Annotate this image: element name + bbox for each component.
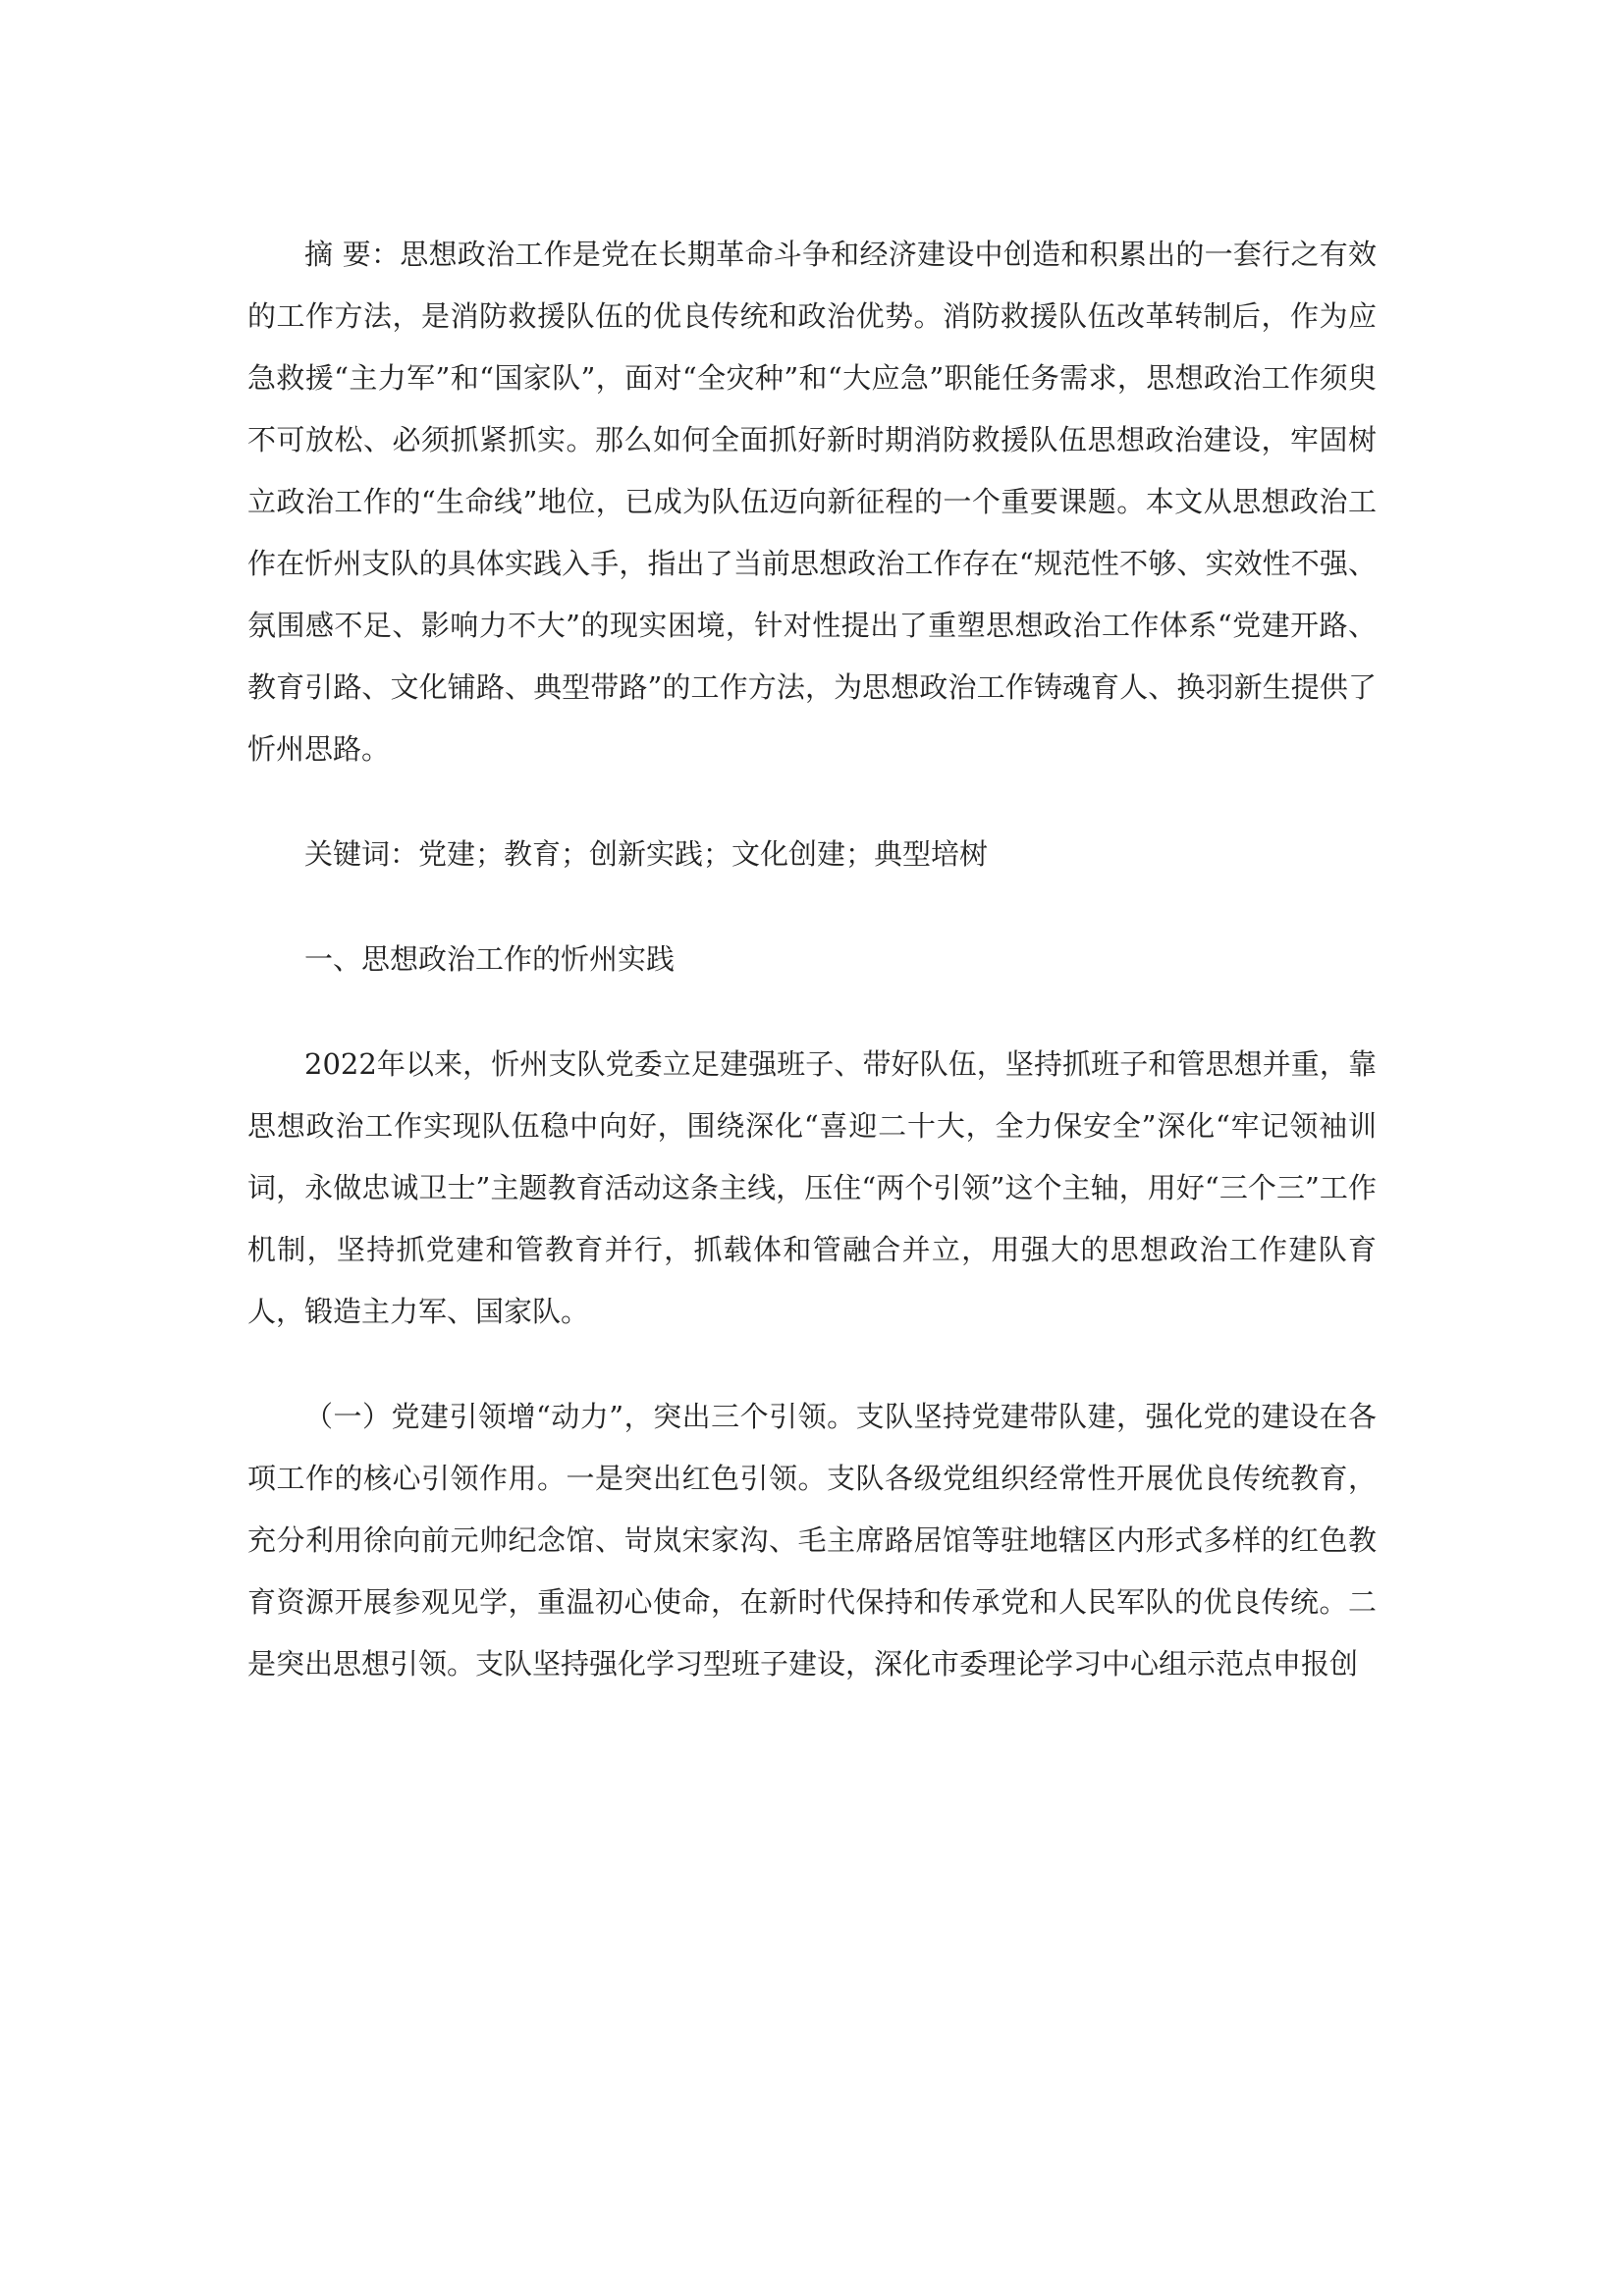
abstract-paragraph: 摘 要：思想政治工作是党在长期革命斗争和经济建设中创造和积累出的一套行之有效的工作方法，是消防救援队伍的优良传统和政治优势。消防救援队伍改革转制后，作为应急救援“主力军”和“国家队”，面对“全灾种”和“大应急”职能任务需求，思想政治工作须臾不可放松、必须抓紧抓实。那么如何全面抓好新时期消防救援队伍思想政治建设，牢固树立政治工作的“生命线”地位，已成为队伍迈向新征程的一个重要课题。本文从思想政治工作在忻州支队的具体实践入手，指出了当前思想政治工作存在“规范性不够、实效性不强、氛围感不足、影响力不大”的现实困境，针对性提出了重塑思想政治工作体系“党建开路、教育引路、文化铺路、典型带路”的工作方法，为思想政治工作铸魂育人、换羽新生提供了忻州思路。 <box>247 238 1377 766</box>
keywords-line: 关键词：党建；教育；创新实践；文化创建；典型培树 <box>304 837 989 871</box>
section-heading: 一、思想政治工作的忻州实践 <box>304 942 676 976</box>
body-paragraph-2: （一）党建引领增“动力”，突出三个引领。支队坚持党建带队建，强化党的建设在各项工作的核心引领作用。一是突出红色引领。支队各级党组织经常性开展优良传统教育，充分利用徐向前元帅纪念馆、岢岚宋家沟、毛主席路居馆等驻地辖区内形式多样的红色教育资源开展参观见学，重温初心使命，在新时代保持和传承党和人民军队的优良传统。二是突出思想引领。支队坚持强化学习型班子建设，深化市委理论学习中心组示范点申报创 <box>247 1400 1377 1681</box>
body-paragraph-1: 2022年以来，忻州支队党委立足建强班子、带好队伍，坚持抓班子和管思想并重，靠思想政治工作实现队伍稳中向好，围绕深化“喜迎二十大，全力保安全”深化“牢记领袖训词，永做忠诚卫士”主题教育活动这条主线，压住“两个引领”这个主轴，用好“三个三”工作机制，坚持抓党建和管教育并行，抓载体和管融合并立，用强大的思想政治工作建队育人，锻造主力军、国家队。 <box>247 1047 1377 1328</box>
document-body <box>247 224 1377 1695</box>
